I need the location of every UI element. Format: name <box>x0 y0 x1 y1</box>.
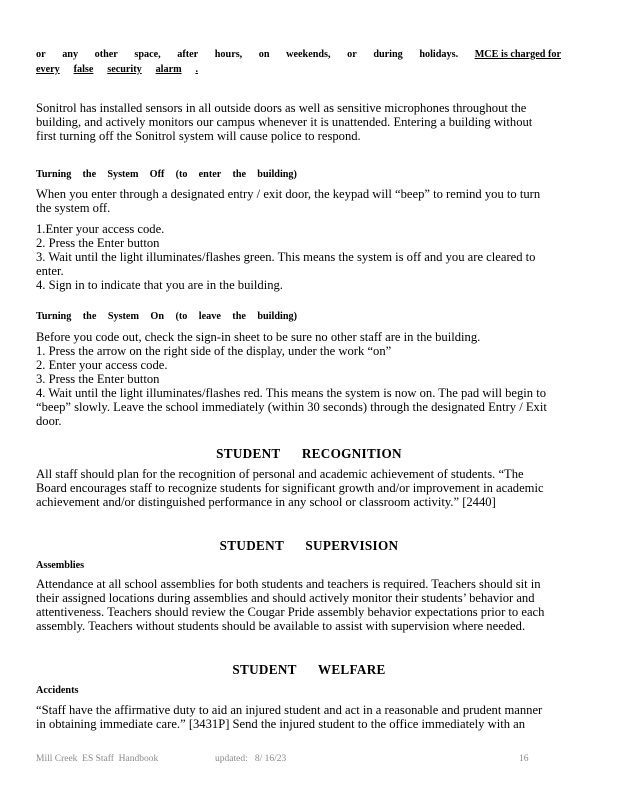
welfare-paragraph <box>36 703 581 731</box>
intro-word: during <box>373 49 403 60</box>
paragraph-line: the system off. <box>36 201 111 215</box>
section-title-supervision: STUDENT SUPERVISION <box>219 538 399 553</box>
turn-off-steps <box>36 222 581 292</box>
intro-word: or <box>36 49 46 60</box>
intro-line-1 <box>36 49 561 60</box>
intro-word: holidays. <box>419 49 459 60</box>
heading-word: leave <box>198 311 221 322</box>
intro-word: false <box>73 64 94 75</box>
step-line: enter. <box>36 264 64 278</box>
turn-on-heading <box>36 311 297 322</box>
intro-word: weekends, <box>286 49 331 60</box>
heading-word: System <box>107 169 139 180</box>
step-line: “beep” slowly. Leave the school immediately (within 30 seconds) through the designated Entry / Exit <box>36 400 547 414</box>
recognition-paragraph <box>36 467 581 509</box>
heading-word: On <box>150 311 164 322</box>
step-line: 3. Press the Enter button <box>36 372 160 386</box>
step-line: 3. Wait until the light illuminates/flashes green. This means the system is off and you are cleared to <box>36 250 536 264</box>
heading-word: Turning <box>36 311 72 322</box>
paragraph-line: Board encourages staff to recognize students for significant growth and/or improvement in academic <box>36 481 544 495</box>
step-line: Before you code out, check the sign-in sheet to be sure no other staff are in the building. <box>36 330 481 344</box>
intro-word: alarm <box>155 64 182 75</box>
heading-word: (to <box>175 169 188 180</box>
paragraph-line: achievement and/or distinguished performance in any school or classroom activity.” [2440] <box>36 495 496 509</box>
step-line: door. <box>36 414 62 428</box>
heading-word: building) <box>257 311 297 322</box>
intro-word: . <box>195 64 198 75</box>
step-line: 2. Enter your access code. <box>36 358 168 372</box>
turn-on-steps <box>36 330 581 428</box>
heading-word: Turning <box>36 169 72 180</box>
supervision-paragraph <box>36 577 581 633</box>
step-line: 2. Press the Enter button <box>36 236 160 250</box>
paragraph-line: first turning off the Sonitrol system will cause police to respond. <box>36 129 361 143</box>
intro-word: every <box>36 64 60 75</box>
paragraph-line: assembly. Teachers without students should be available to assist with supervision where needed. <box>36 619 526 633</box>
heading-word: the <box>82 169 97 180</box>
intro-word: or <box>347 49 357 60</box>
paragraph-line: in obtaining immediate care.” [3431P] Send the injured student to the office immediately with an <box>36 717 526 731</box>
paragraph-line: When you enter through a designated entry / exit door, the keypad will “beep” to remind you to turn <box>36 187 541 201</box>
heading-word: System <box>107 311 139 322</box>
subheading-assemblies: Assemblies <box>36 560 85 571</box>
footer-page-number: 16 <box>519 754 529 764</box>
step-line: 1.Enter your access code. <box>36 222 165 236</box>
heading-word: building) <box>257 169 297 180</box>
section-title-recognition: STUDENT RECOGNITION <box>216 446 402 461</box>
step-line: 4. Sign in to indicate that you are in the building. <box>36 278 283 292</box>
intro-word: hours, <box>214 49 243 60</box>
turn-off-heading <box>36 169 297 180</box>
turn-off-intro <box>36 187 581 215</box>
subheading-accidents: Accidents <box>36 685 79 696</box>
heading-word: the <box>232 311 246 322</box>
intro-word: any <box>62 49 79 60</box>
paragraph-line: their assigned locations during assemblies and should actively monitor their students’ behavior and <box>36 591 535 605</box>
paragraph-line: Sonitrol has installed sensors in all outside doors as well as sensitive microphones throughout the <box>36 101 527 115</box>
heading-word: (to <box>175 311 188 322</box>
paragraph-line: “Staff have the affirmative duty to aid an injured student and act in a reasonable and prudent manner <box>36 703 543 717</box>
heading-word: Off <box>149 169 165 180</box>
intro-word: after <box>177 49 199 60</box>
step-line: 4. Wait until the light illuminates/flashes red. This means the system is now on. The pad will begin to <box>36 386 547 400</box>
heading-word: enter <box>198 169 222 180</box>
paragraph-line: attentiveness. Teachers should review the Cougar Pride assembly behavior expectations prior to each <box>36 605 545 619</box>
intro-word: on <box>258 49 270 60</box>
paragraph-line: Attendance at all school assemblies for both students and teachers is required. Teachers should sit in <box>36 577 541 591</box>
paragraph-line: building, and actively monitors our campus whenever it is unattended. Entering a building without <box>36 115 533 129</box>
intro-word: security <box>107 64 142 75</box>
mce-charged-text: MCE is charged for <box>474 49 561 60</box>
footer-handbook-name: Mill Creek ES Staff Handbook <box>36 754 159 764</box>
heading-word: the <box>82 311 97 322</box>
intro-line-2 <box>36 64 198 75</box>
section-title-welfare: STUDENT WELFARE <box>232 662 386 677</box>
sonitrol-paragraph <box>36 101 581 143</box>
step-line: 1. Press the arrow on the right side of the display, under the work “on” <box>36 344 392 358</box>
footer-updated-date: updated: 8/ 16/23 <box>215 754 287 764</box>
paragraph-line: All staff should plan for the recognition of personal and academic achievement of students. “The <box>36 467 524 481</box>
intro-word: other <box>94 49 118 60</box>
intro-word: space, <box>134 49 161 60</box>
heading-word: the <box>232 169 247 180</box>
